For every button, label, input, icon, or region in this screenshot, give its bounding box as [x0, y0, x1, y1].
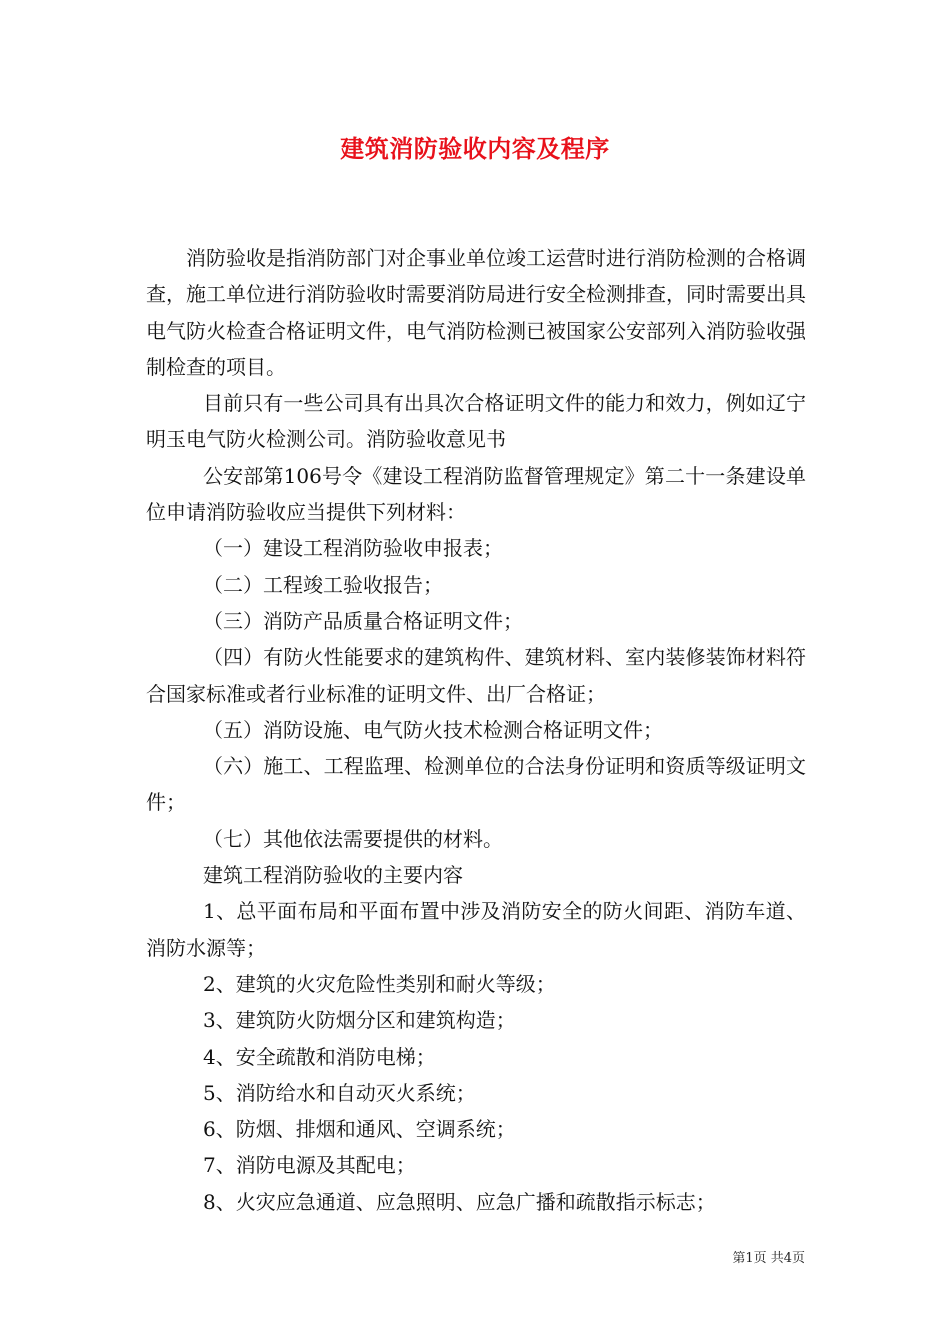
list-item-content-3: 3、建筑防火防烟分区和建筑构造；: [203, 1008, 516, 1033]
list-item-material-5: （五）消防设施、电气防火技术检测合格证明文件；: [203, 717, 663, 742]
list-item-content-2: 2、建筑的火灾危险性类别和耐火等级；: [203, 971, 556, 996]
list-item-material-7: （七）其他依法需要提供的材料。: [203, 826, 503, 851]
list-item-material-3: （三）消防产品质量合格证明文件；: [203, 608, 523, 633]
list-item-content-5: 5、消防给水和自动灭火系统；: [203, 1080, 476, 1105]
list-item-content-7: 7、消防电源及其配电；: [203, 1153, 416, 1178]
page-number: 第1页 共4页: [732, 1251, 805, 1266]
list-item-material-6: （六）施工、工程监理、检测单位的合法身份证明和资质等级证明文件；: [146, 754, 806, 815]
list-item-content-1: 1、总平面布局和平面布置中涉及消防安全的防火间距、消防车道、消防水源等；: [146, 899, 806, 960]
list-item-material-4: （四）有防火性能要求的建筑构件、建筑材料、室内装修装饰材料符合国家标准或者行业标准的证明文件、出厂合格证；: [146, 645, 806, 706]
paragraph-companies: 目前只有一些公司具有出具次合格证明文件的能力和效力，例如辽宁明玉电气防火检测公司。消防验收意见书: [146, 391, 806, 452]
paragraph-intro: 消防验收是指消防部门对企事业单位竣工运营时进行消防检测的合格调查，施工单位进行消防验收时需要消防局进行安全检测排查，同时需要出具电气防火检查合格证明文件，电气消防检测已被国家公安部列入消防验收强制检查的项目。: [146, 246, 806, 379]
paragraph-regulation: 公安部第106号令《建设工程消防监督管理规定》第二十一条建设单位申请消防验收应当提供下列材料：: [146, 463, 806, 525]
document-body: [146, 240, 806, 1220]
list-item-content-8: 8、火灾应急通道、应急照明、应急广播和疏散指示标志；: [203, 1189, 716, 1214]
list-item-material-1: （一）建设工程消防验收申报表；: [203, 536, 503, 561]
section-heading-main-content: 建筑工程消防验收的主要内容: [203, 863, 463, 888]
list-item-material-2: （二）工程竣工验收报告；: [203, 572, 443, 597]
list-item-content-4: 4、安全疏散和消防电梯；: [203, 1044, 436, 1069]
document-title: 建筑消防验收内容及程序: [340, 134, 610, 163]
list-item-content-6: 6、防烟、排烟和通风、空调系统；: [203, 1117, 516, 1142]
